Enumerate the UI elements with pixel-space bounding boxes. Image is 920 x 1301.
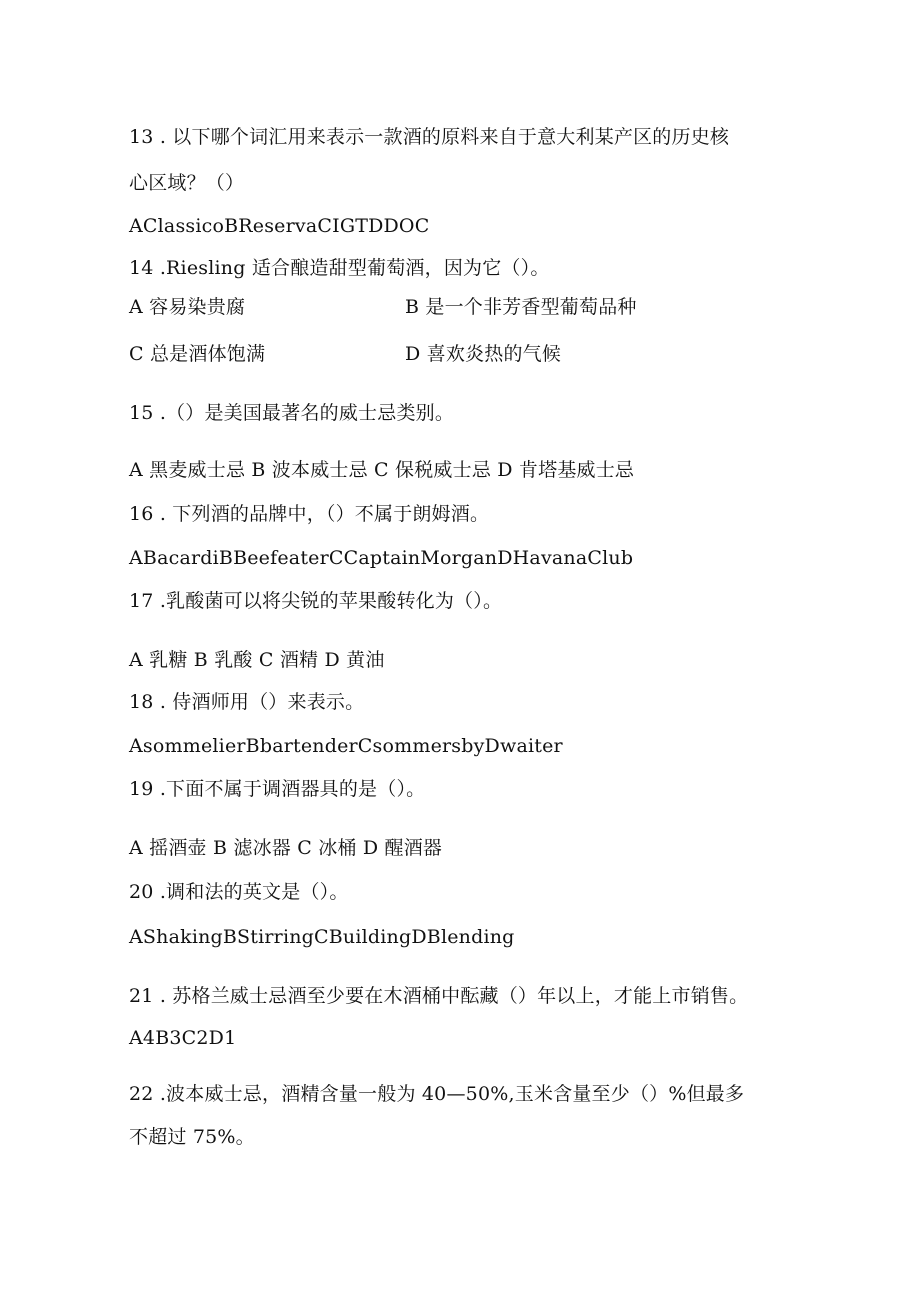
question-19-stem: 19 .下面不属于调酒器具的是（）。	[129, 778, 426, 800]
question-14-option-d: D 喜欢炎热的气候	[405, 343, 562, 365]
question-18-stem: 18 . 侍酒师用（）来表示。	[129, 691, 365, 713]
question-16-stem: 16 . 下列酒的品牌中，（）不属于朗姆酒。	[129, 503, 490, 525]
question-16-options: ABacardiBBeefeaterCCaptainMorganDHavanaClub	[129, 547, 634, 569]
question-14-stem: 14 .Riesling 适合酿造甜型葡萄酒，因为它（）。	[129, 257, 550, 279]
question-18-options: AsommelierBbartenderCsommersbyDwaiter	[129, 735, 563, 757]
question-17-stem: 17 .乳酸菌可以将尖锐的苹果酸转化为（）。	[129, 590, 503, 612]
question-22-stem-line2: 不超过 75%。	[129, 1126, 255, 1148]
question-14-option-b: B 是一个非芳香型葡萄品种	[405, 296, 637, 318]
question-20-stem: 20 .调和法的英文是（）。	[129, 881, 349, 903]
question-13-options: AClassicoBReservaCIGTDDOC	[129, 215, 430, 237]
question-20-options: AShakingBStirringCBuildingDBlending	[129, 926, 515, 948]
question-13-stem-line1: 13 . 以下哪个词汇用来表示一款酒的原料来自于意大利某产区的历史核	[129, 126, 730, 148]
question-14-option-a: A 容易染贵腐	[129, 296, 246, 318]
question-17-options: A 乳糖 B 乳酸 C 酒精 D 黄油	[129, 649, 385, 671]
question-15-options: A 黑麦威士忌 B 波本威士忌 C 保税威士忌 D 肯塔基威士忌	[129, 459, 635, 481]
question-19-options: A 摇酒壶 B 滤冰器 C 冰桶 D 醒酒器	[129, 837, 443, 859]
question-14-option-c: C 总是酒体饱满	[129, 343, 266, 365]
question-13-stem-line2: 心区域？（）	[129, 172, 245, 194]
question-22-stem-line1: 22 .波本威士忌，酒精含量一般为 40—50%,玉米含量至少（）%但最多	[129, 1083, 745, 1105]
question-15-stem: 15 .（）是美国最著名的威士忌类别。	[129, 402, 455, 424]
question-21-stem: 21 . 苏格兰威士忌酒至少要在木酒桶中酝藏（）年以上，才能上市销售。	[129, 985, 749, 1007]
question-21-options: A4B3C2D1	[129, 1027, 237, 1049]
